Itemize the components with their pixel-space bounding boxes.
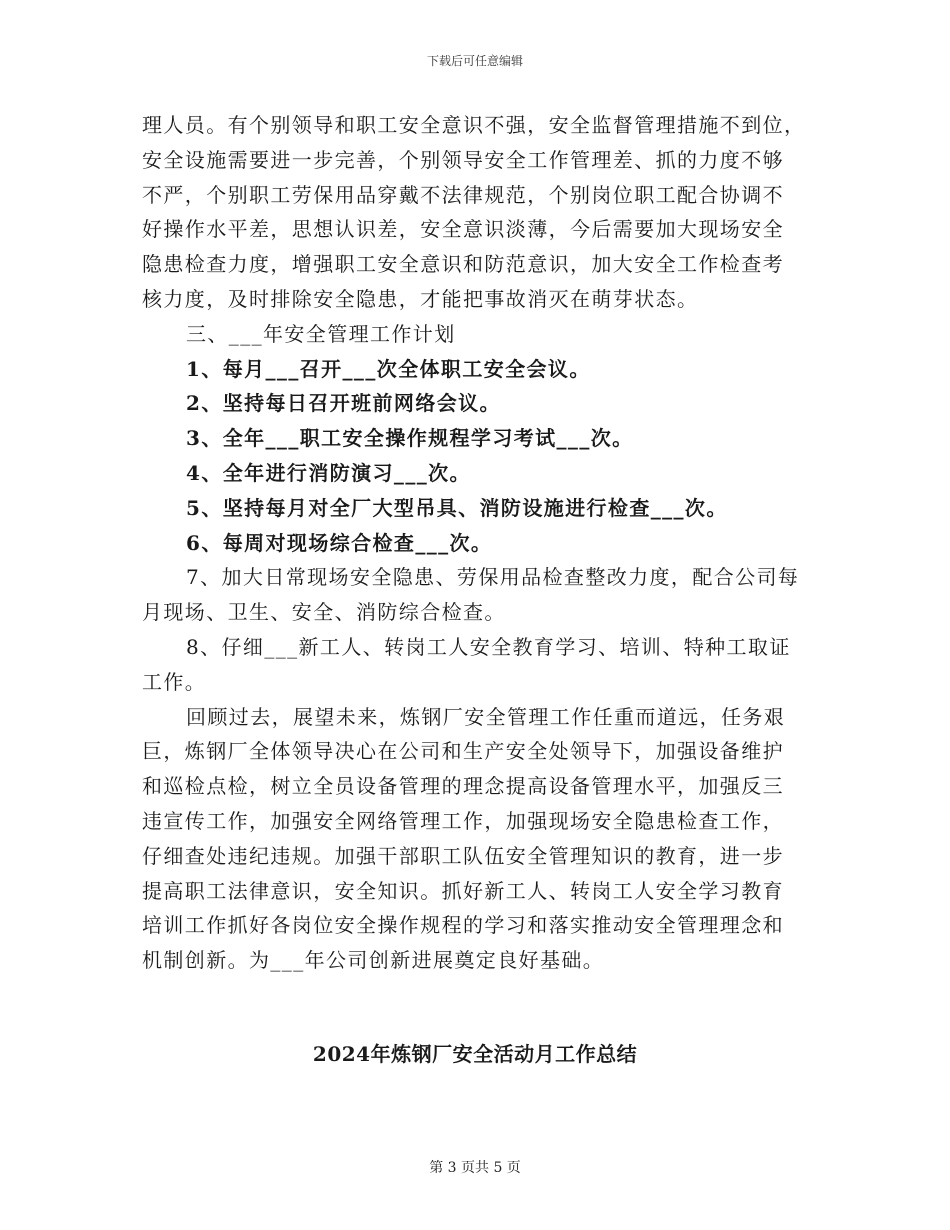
plan-item-4: 4、全年进行消防演习___次。	[186, 460, 471, 485]
conclusion-line: 提高职工法律意识，安全知识。抓好新工人、转岗工人安全学习教育	[142, 878, 784, 903]
body-line: 不严，个别职工劳保用品穿戴不法律规范，个别岗位职工配合协调不	[142, 182, 784, 207]
plan-item-7-cont: 月现场、卫生、安全、消防综合检查。	[142, 600, 506, 625]
conclusion-line: 违宣传工作，加强安全网络管理工作，加强现场安全隐患检查工作，	[142, 808, 784, 833]
body-line: 安全设施需要进一步完善，个别领导安全工作管理差、抓的力度不够	[142, 147, 784, 172]
plan-item-5: 5、坚持每月对全厂大型吊具、消防设施进行检查___次。	[186, 495, 728, 520]
document-body	[142, 108, 812, 978]
conclusion-line: 仔细查处违纪违规。加强干部职工队伍安全管理知识的教育，进一步	[142, 843, 784, 868]
plan-item-7: 7、加大日常现场安全隐患、劳保用品检查整改力度，配合公司每	[186, 565, 800, 590]
page-header-note: 下载后可任意编辑	[426, 54, 523, 68]
conclusion-line: 回顾过去，展望未来，炼钢厂安全管理工作任重而道远，任务艰	[186, 704, 786, 729]
plan-item-3: 3、全年___职工安全操作规程学习考试___次。	[186, 426, 634, 451]
plan-item-8-cont: 工作。	[142, 669, 207, 694]
conclusion-line: 培训工作抓好各岗位安全操作规程的学习和落实推动安全管理理念和	[142, 913, 784, 938]
plan-item-1: 1、每月___召开___次全体职工安全会议。	[186, 356, 591, 381]
plan-item-2: 2、坚持每日召开班前网络会议。	[186, 391, 501, 416]
section-heading: 三、___年安全管理工作计划	[186, 321, 456, 346]
body-line: 隐患检查力度，增强职工安全意识和防范意识，加大安全工作检查考	[142, 252, 784, 277]
plan-item-8: 8、仔细___新工人、转岗工人安全教育学习、培训、特种工取证	[186, 634, 791, 659]
body-line: 核力度，及时排除安全隐患，才能把事故消灭在萌芽状态。	[142, 286, 699, 311]
body-line: 好操作水平差，思想认识差，安全意识淡薄，今后需要加大现场安全	[142, 217, 784, 242]
body-line: 理人员。有个别领导和职工安全意识不强，安全监督管理措施不到位，	[142, 113, 806, 137]
page-number: 第 3 页共 5 页	[429, 1160, 521, 1176]
plan-item-6: 6、每周对现场综合检查___次。	[186, 530, 493, 555]
conclusion-line: 和巡检点检，树立全员设备管理的理念提高设备管理水平，加强反三	[142, 774, 784, 799]
conclusion-line: 巨，炼钢厂全体领导决心在公司和生产安全处领导下，加强设备维护	[142, 739, 784, 764]
conclusion-line: 机制创新。为___年公司创新进展奠定良好基础。	[142, 948, 605, 973]
next-document-title: 2024年炼钢厂安全活动月工作总结	[312, 1042, 638, 1066]
